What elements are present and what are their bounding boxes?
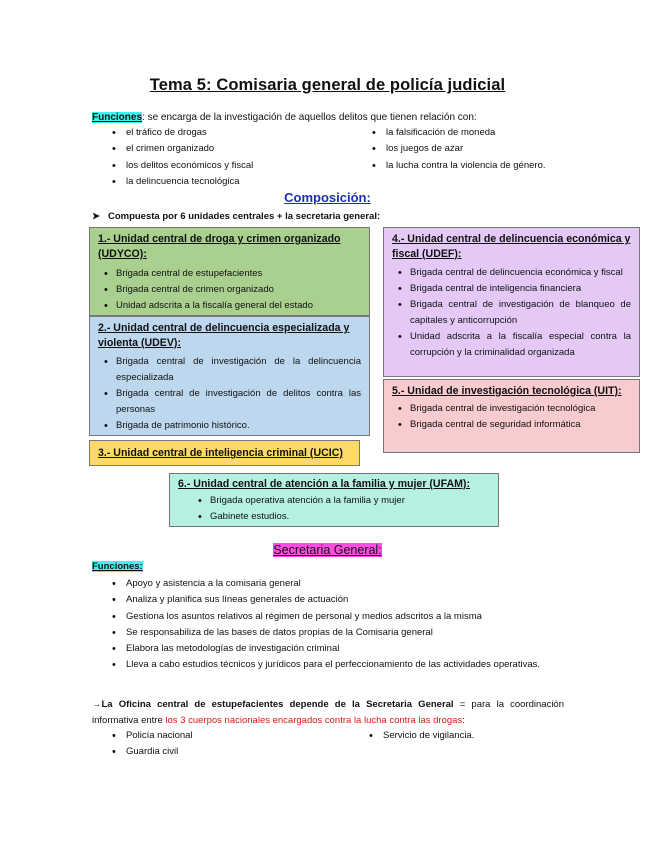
- list-item: • Brigada central de investigación de delitos contra las personas: [98, 386, 361, 418]
- list-item: • Brigada central de delincuencia económica y fiscal: [392, 265, 631, 281]
- list-item: • Servicio de vigilancia.: [369, 728, 569, 744]
- list-item: • Gabinete estudios.: [192, 509, 490, 525]
- list-item: • Unidad adscrita a la fiscalía especial contra la corrupción y la criminalidad organizada: [392, 329, 631, 361]
- list-item: • Policía nacional: [112, 728, 312, 744]
- oficina-mid: = para la coordinación informativa entre: [92, 699, 564, 726]
- secretaria-heading-wrap: [0, 541, 655, 559]
- list-item: • la lucha contra la violencia de género.: [372, 158, 612, 174]
- list-item: • Se responsabiliza de las bases de datos propias de la Comisaria general: [112, 625, 564, 641]
- list-item: • Brigada operativa atención a la familia y mujer: [192, 493, 490, 509]
- unit-ufam-box: [169, 473, 499, 527]
- unit-ufam-title: 6.- Unidad central de atención a la familia y mujer (UFAM):: [178, 478, 470, 490]
- unit-uit-box: [383, 379, 640, 453]
- funciones-text: : se encarga de la investigación de aquellos delitos que tienen relación con:: [142, 112, 477, 123]
- list-item: • los juegos de azar: [372, 141, 612, 157]
- list-item: • el tráfico de drogas: [112, 125, 332, 141]
- list-item: • Brigada central de estupefacientes: [98, 266, 361, 282]
- unit-udef-list: [392, 265, 631, 361]
- right-arrow-icon: →: [92, 699, 102, 710]
- arrowhead-bullet-icon: ➤: [92, 211, 100, 222]
- unit-uit-list: [392, 401, 631, 433]
- composicion-intro-text: Compuesta por 6 unidades centrales + la secretaria general:: [107, 211, 381, 222]
- secretaria-funciones-label: Funciones:: [92, 561, 143, 572]
- list-item: • Gestiona los asuntos relativos al régimen de personal y medios adscritos a la misma: [112, 609, 564, 625]
- unit-udev-list: [98, 354, 361, 434]
- secretaria-list: [112, 576, 564, 674]
- unit-ucic-box: [89, 440, 360, 466]
- unit-udev-box: [89, 316, 370, 436]
- funciones-label: Funciones: [92, 112, 143, 123]
- unit-udef-box: [383, 227, 640, 377]
- unit-uit-title: 5.- Unidad de investigación tecnológica (UIT):: [392, 385, 622, 397]
- list-item: • Elabora las metodologías de investigación criminal: [112, 641, 564, 657]
- oficina-list-2: [369, 728, 569, 744]
- list-item: • Unidad adscrita a la fiscalía general del estado: [98, 298, 361, 314]
- list-item: • Lleva a cabo estudios técnicos y jurídicos para el perfeccionamiento de las actividades operativas.: [112, 657, 564, 673]
- unit-udyco-title: 1.- Unidad central de droga y crimen organizado (UDYCO):: [98, 233, 341, 260]
- funciones-list-2: [372, 125, 612, 174]
- oficina-list-1: [112, 728, 312, 761]
- list-item: • el crimen organizado: [112, 141, 332, 157]
- list-item: • Apoyo y asistencia a la comisaria general: [112, 576, 564, 592]
- list-item: • Brigada central de seguridad informática: [392, 417, 631, 433]
- list-item: • Brigada de patrimonio histórico.: [98, 418, 361, 434]
- list-item: • Brigada central de inteligencia financiera: [392, 281, 631, 297]
- funciones-list-1: [112, 125, 332, 190]
- unit-udef-title: 4.- Unidad central de delincuencia económica y fiscal (UDEF):: [392, 233, 631, 260]
- list-item: • la falsificación de moneda: [372, 125, 612, 141]
- composicion-intro: [92, 210, 380, 224]
- oficina-red: los 3 cuerpos nacionales encargados contra la lucha contra las drogas: [165, 715, 463, 726]
- composicion-heading: Composición:: [284, 190, 371, 205]
- oficina-paragraph: [92, 697, 564, 729]
- secretaria-heading: Secretaria General:: [273, 543, 382, 557]
- unit-udev-title: 2.- Unidad central de delincuencia especializada y violenta (UDEV):: [98, 322, 350, 349]
- unit-udyco-list: [98, 266, 361, 314]
- list-item: • Guardia civil: [112, 744, 312, 760]
- secretaria-funciones-label-wrap: [92, 560, 143, 574]
- oficina-end: :: [462, 715, 465, 726]
- list-item: • Brigada central de investigación de blanqueo de capitales y anticorrupción: [392, 297, 631, 329]
- list-item: • Brigada central de investigación tecnológica: [392, 401, 631, 417]
- oficina-bold: La Oficina central de estupefacientes depende de la Secretaria General: [101, 699, 454, 710]
- list-item: • Brigada central de crimen organizado: [98, 282, 361, 298]
- page-title: Tema 5: Comisaria general de policía judicial: [149, 76, 506, 94]
- list-item: • la delincuencia tecnológica: [112, 174, 332, 190]
- unit-udyco-box: [89, 227, 370, 316]
- list-item: • los delitos económicos y fiscal: [112, 158, 332, 174]
- list-item: • Analiza y planifica sus líneas generales de actuación: [112, 592, 564, 608]
- list-item: • Brigada central de investigación de la delincuencia especializada: [98, 354, 361, 386]
- unit-ufam-list: [192, 493, 490, 525]
- unit-ucic-title: 3.- Unidad central de inteligencia criminal (UCIC): [98, 447, 343, 459]
- funciones-intro: [92, 110, 572, 126]
